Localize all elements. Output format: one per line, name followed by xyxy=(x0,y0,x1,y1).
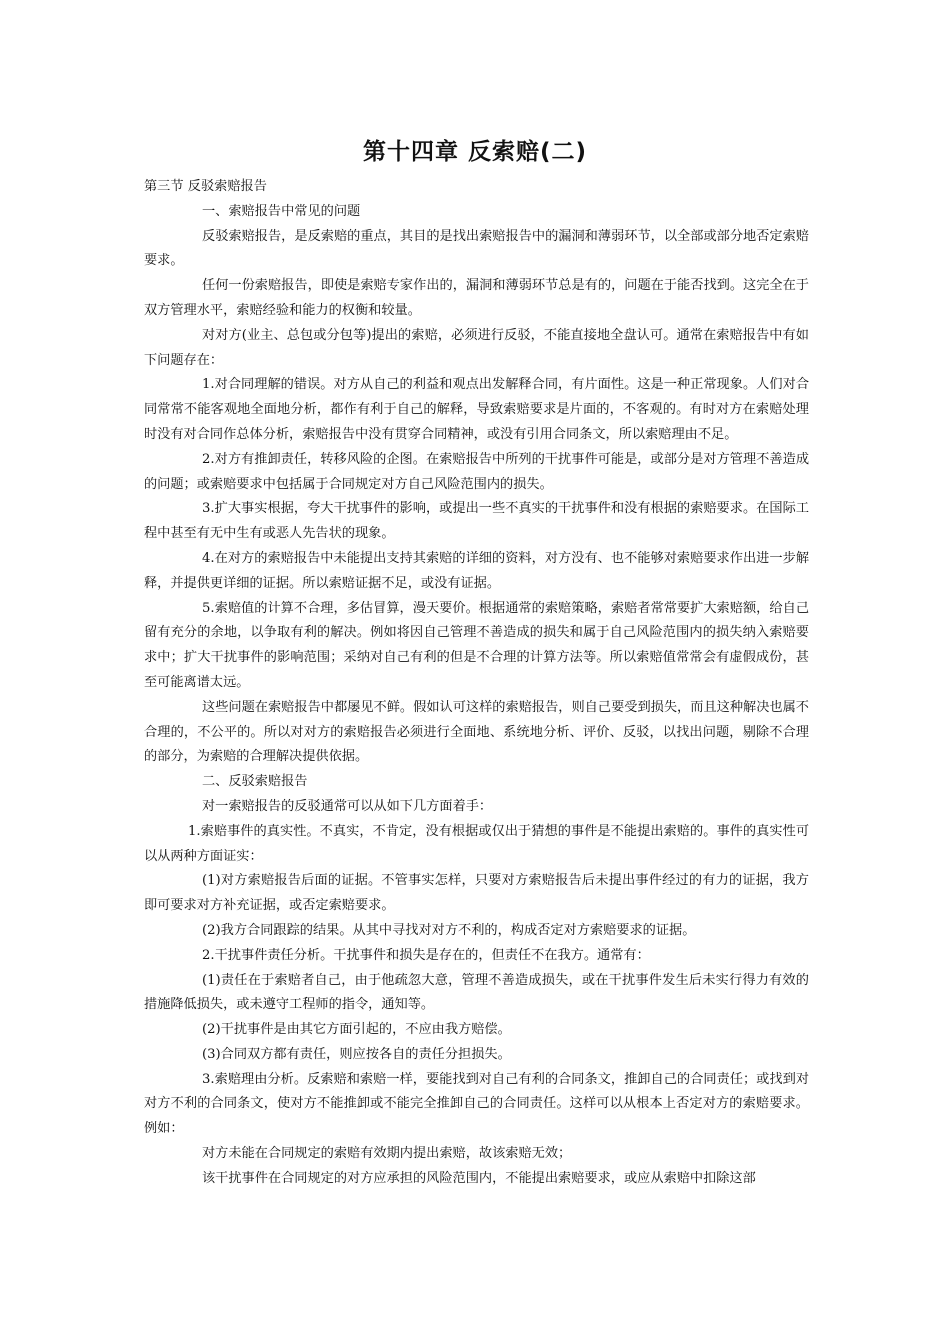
document-body xyxy=(144,175,809,1192)
paragraph: 反驳索赔报告，是反索赔的重点，其目的是找出索赔报告中的漏洞和薄弱环节，以全部或部分地否定索赔要求。 xyxy=(144,228,809,269)
paragraph: 3.扩大事实根据，夸大干扰事件的影响，或提出一些不真实的干扰事件和没有根据的索赔要求。在国际工程中甚至有无中生有或恶人先告状的现象。 xyxy=(144,501,809,542)
paragraph: 1.对合同理解的错误。对方从自己的利益和观点出发解释合同，有片面性。这是一种正常现象。人们对合同常常不能客观地全面地分析，都作有利于自己的解释，导致索赔要求是片面的，不客观的。有时对方在索赔处理时没有对合同作总体分析，索赔报告中没有贯穿合同精神，或没有引用合同条文，所以索赔理由不足。 xyxy=(144,377,809,442)
subsection-heading: 一、索赔报告中常见的问题 xyxy=(202,203,361,219)
paragraph: 该干扰事件在合同规定的对方应承担的风险范围内，不能提出索赔要求，或应从索赔中扣除这部 xyxy=(202,1170,756,1186)
section-heading: 第三节 反驳索赔报告 xyxy=(144,179,267,194)
paragraph: (2)我方合同跟踪的结果。从其中寻找对对方不利的，构成否定对方索赔要求的证据。 xyxy=(202,922,696,938)
paragraph: 2.干扰事件责任分析。干扰事件和损失是存在的，但责任不在我方。通常有： xyxy=(202,947,650,963)
paragraph: 对方未能在合同规定的索赔有效期内提出索赔，故该索赔无效； xyxy=(202,1146,572,1162)
paragraph: 对一索赔报告的反驳通常可以从如下几方面着手： xyxy=(202,798,493,814)
paragraph: 这些问题在索赔报告中都屡见不鲜。假如认可这样的索赔报告，则自己要受到损失，而且这种解决也属不合理的，不公平的。所以对对方的索赔报告必须进行全面地、系统地分析、评价、反驳，以找出问题，剔除不合理的部分，为索赔的合理解决提供依据。 xyxy=(144,699,809,765)
paragraph: (3)合同双方都有责任，则应按各自的责任分担损失。 xyxy=(202,1046,511,1062)
paragraph: 对对方(业主、总包或分包等)提出的索赔，必须进行反驳，不能直接地全盘认可。通常在索赔报告中有如下问题存在： xyxy=(144,327,809,368)
paragraph: 1.索赔事件的真实性。不真实，不肯定，没有根据或仅出于猜想的事件是不能提出索赔的。事件的真实性可以从两种方面证实： xyxy=(144,823,809,864)
paragraph: 5.索赔值的计算不合理，多估冒算，漫天要价。根据通常的索赔策略，索赔者常常要扩大索赔额，给自己留有充分的余地，以争取有利的解决。例如将因自己管理不善造成的损失和属于自己风险范围内的损失纳入索赔要求中；扩大干扰事件的影响范围；采纳对自己有利的但是不合理的计算方法等。所以索赔值常常会有虚假成份，甚至可能离谱太远。 xyxy=(144,600,809,690)
paragraph: 任何一份索赔报告，即使是索赔专家作出的，漏洞和薄弱环节总是有的，问题在于能否找到。这完全在于双方管理水平，索赔经验和能力的权衡和较量。 xyxy=(144,278,809,318)
paragraph: 3.索赔理由分析。反索赔和索赔一样，要能找到对自己有利的合同条文，推卸自己的合同责任；或找到对对方不利的合同条文，使对方不能推卸或不能完全推卸自己的合同责任。这样可以从根本上否定对方的索赔要求。例如： xyxy=(144,1071,809,1137)
paragraph: (2)干扰事件是由其它方面引起的，不应由我方赔偿。 xyxy=(202,1022,511,1038)
paragraph: (1)责任在于索赔者自己，由于他疏忽大意，管理不善造成损失，或在干扰事件发生后未实行得力有效的措施降低损失，或未遵守工程师的指令，通知等。 xyxy=(144,972,809,1013)
paragraph: 2.对方有推卸责任，转移风险的企图。在索赔报告中所列的干扰事件可能是，或部分是对方管理不善造成的问题；或索赔要求中包括属于合同规定对方自己风险范围内的损失。 xyxy=(144,451,809,492)
paragraph: 4.在对方的索赔报告中未能提出支持其索赔的详细的资料，对方没有、也不能够对索赔要求作出进一步解释，并提供更详细的证据。所以索赔证据不足，或没有证据。 xyxy=(144,550,809,591)
paragraph: (1)对方索赔报告后面的证据。不管事实怎样，只要对方索赔报告后未提出事件经过的有力的证据，我方即可要求对方补充证据，或否定索赔要求。 xyxy=(144,873,809,914)
subsection-heading: 二、反驳索赔报告 xyxy=(202,774,308,790)
page-title: 第十四章 反索赔(二) xyxy=(362,139,588,165)
